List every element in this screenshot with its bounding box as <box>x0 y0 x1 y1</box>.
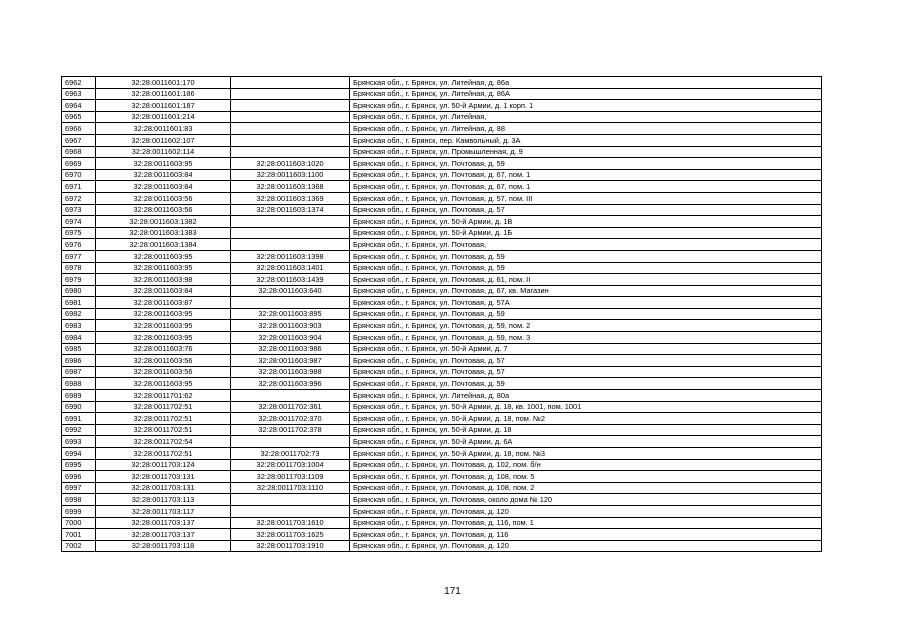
sub-cadastral-number-cell: 32:28:0011603:1401 <box>231 262 350 274</box>
cadastral-number-cell: 32:28:0011603:95 <box>96 378 231 390</box>
address-cell: Брянская обл., г. Брянск, ул. Почтовая, д. 57 <box>350 355 822 367</box>
cadastral-number-cell: 32:28:0011702:51 <box>96 448 231 460</box>
table-row <box>62 459 822 471</box>
cadastral-number-cell: 32:28:0011703:131 <box>96 471 231 483</box>
cadastral-number-cell: 32:28:0011603:95 <box>96 308 231 320</box>
cadastral-number-cell: 32:28:0011603:56 <box>96 366 231 378</box>
table-row <box>62 297 822 309</box>
address-cell: Брянская обл., г. Брянск, ул. Почтовая, д. 59, пом. 2 <box>350 320 822 332</box>
address-cell: Брянская обл., г. Брянск, ул. Почтовая, д. 57А <box>350 297 822 309</box>
cadastral-number-cell: 32:28:0011602:114 <box>96 146 231 158</box>
address-cell: Брянская обл., г. Брянск, ул. Почтовая, д. 67, пом. 1 <box>350 181 822 193</box>
cadastral-number-cell: 32:28:0011603:87 <box>96 297 231 309</box>
sub-cadastral-number-cell: 32:28:0011703:1110 <box>231 482 350 494</box>
sub-cadastral-number-cell <box>231 134 350 146</box>
registry-table-body <box>62 77 822 552</box>
cadastral-number-cell: 32:28:0011703:117 <box>96 505 231 517</box>
cadastral-number-cell: 32:28:0011603:56 <box>96 204 231 216</box>
table-row <box>62 285 822 297</box>
row-number-cell: 6982 <box>62 308 96 320</box>
sub-cadastral-number-cell: 32:28:0011603:904 <box>231 332 350 344</box>
address-cell: Брянская обл., г. Брянск, ул. Почтовая, около дома № 120 <box>350 494 822 506</box>
sub-cadastral-number-cell: 32:28:0011702:361 <box>231 401 350 413</box>
cadastral-number-cell: 32:28:0011703:118 <box>96 540 231 552</box>
address-cell: Брянская обл., г. Брянск, ул. 50-й Армии, д. 7 <box>350 343 822 355</box>
sub-cadastral-number-cell <box>231 88 350 100</box>
sub-cadastral-number-cell <box>231 100 350 112</box>
table-row <box>62 413 822 425</box>
sub-cadastral-number-cell: 32:28:0011603:996 <box>231 378 350 390</box>
registry-table <box>61 76 822 552</box>
sub-cadastral-number-cell <box>231 227 350 239</box>
row-number-cell: 6998 <box>62 494 96 506</box>
table-row <box>62 88 822 100</box>
cadastral-number-cell: 32:28:0011603:95 <box>96 320 231 332</box>
address-cell: Брянская обл., г. Брянск, ул. Почтовая, д. 120 <box>350 540 822 552</box>
cadastral-number-cell: 32:28:0011602:107 <box>96 134 231 146</box>
sub-cadastral-number-cell: 32:28:0011603:1020 <box>231 158 350 170</box>
sub-cadastral-number-cell: 32:28:0011603:1368 <box>231 181 350 193</box>
address-cell: Брянская обл., г. Брянск, ул. 50-й Армии, д. 18 <box>350 424 822 436</box>
cadastral-number-cell: 32:28:0011701:62 <box>96 390 231 402</box>
cadastral-number-cell: 32:28:0011603:56 <box>96 192 231 204</box>
sub-cadastral-number-cell: 32:28:0011603:903 <box>231 320 350 332</box>
cadastral-number-cell: 32:28:0011601:187 <box>96 100 231 112</box>
sub-cadastral-number-cell: 32:28:0011702:370 <box>231 413 350 425</box>
row-number-cell: 6976 <box>62 239 96 251</box>
table-row <box>62 505 822 517</box>
row-number-cell: 6966 <box>62 123 96 135</box>
row-number-cell: 7001 <box>62 529 96 541</box>
table-row <box>62 390 822 402</box>
sub-cadastral-number-cell <box>231 111 350 123</box>
address-cell: Брянская обл., г. Брянск, ул. Почтовая, д. 102, пом. б/н <box>350 459 822 471</box>
row-number-cell: 6985 <box>62 343 96 355</box>
cadastral-number-cell: 32:28:0011603:1382 <box>96 216 231 228</box>
address-cell: Брянская обл., г. Брянск, ул. 50-й Армии, д. 18, пом. №2 <box>350 413 822 425</box>
cadastral-number-cell: 32:28:0011702:51 <box>96 424 231 436</box>
sub-cadastral-number-cell: 32:28:0011603:1439 <box>231 274 350 286</box>
row-number-cell: 6971 <box>62 181 96 193</box>
row-number-cell: 6978 <box>62 262 96 274</box>
row-number-cell: 6981 <box>62 297 96 309</box>
address-cell: Брянская обл., г. Брянск, ул. Почтовая, <box>350 239 822 251</box>
address-cell: Брянская обл., г. Брянск, ул. Почтовая, д. 57, пом. III <box>350 192 822 204</box>
row-number-cell: 6974 <box>62 216 96 228</box>
row-number-cell: 6980 <box>62 285 96 297</box>
table-row <box>62 529 822 541</box>
table-row <box>62 448 822 460</box>
row-number-cell: 6983 <box>62 320 96 332</box>
cadastral-number-cell: 32:28:0011601:186 <box>96 88 231 100</box>
address-cell: Брянская обл., г. Брянск, ул. Почтовая, д. 57 <box>350 366 822 378</box>
cadastral-number-cell: 32:28:0011703:137 <box>96 517 231 529</box>
sub-cadastral-number-cell <box>231 123 350 135</box>
cadastral-number-cell: 32:28:0011702:54 <box>96 436 231 448</box>
row-number-cell: 6993 <box>62 436 96 448</box>
cadastral-number-cell: 32:28:0011603:56 <box>96 355 231 367</box>
sub-cadastral-number-cell <box>231 297 350 309</box>
address-cell: Брянская обл., г. Брянск, ул. Литейная, д. 86А <box>350 88 822 100</box>
sub-cadastral-number-cell: 32:28:0011603:1369 <box>231 192 350 204</box>
table-row <box>62 204 822 216</box>
table-row <box>62 100 822 112</box>
sub-cadastral-number-cell: 32:28:0011702:73 <box>231 448 350 460</box>
address-cell: Брянская обл., г. Брянск, ул. 50-й Армии, д. 18, пом. №3 <box>350 448 822 460</box>
table-row <box>62 355 822 367</box>
row-number-cell: 6963 <box>62 88 96 100</box>
table-row <box>62 77 822 89</box>
address-cell: Брянская обл., г. Брянск, ул. Литейная, д. 88 <box>350 123 822 135</box>
row-number-cell: 6997 <box>62 482 96 494</box>
cadastral-number-cell: 32:28:0011603:95 <box>96 158 231 170</box>
row-number-cell: 6986 <box>62 355 96 367</box>
sub-cadastral-number-cell <box>231 494 350 506</box>
address-cell: Брянская обл., г. Брянск, ул. Почтовая, д. 61, пом. II <box>350 274 822 286</box>
address-cell: Брянская обл., г. Брянск, ул. Почтовая, д. 59 <box>350 378 822 390</box>
cadastral-number-cell: 32:28:0011603:84 <box>96 169 231 181</box>
table-row <box>62 158 822 170</box>
table-row <box>62 540 822 552</box>
table-row <box>62 401 822 413</box>
sub-cadastral-number-cell: 32:28:0011603:986 <box>231 343 350 355</box>
address-cell: Брянская обл., г. Брянск, ул. Литейная, д. 80а <box>350 390 822 402</box>
cadastral-number-cell: 32:28:0011603:95 <box>96 332 231 344</box>
row-number-cell: 6972 <box>62 192 96 204</box>
cadastral-number-cell: 32:28:0011603:95 <box>96 262 231 274</box>
cadastral-number-cell: 32:28:0011703:124 <box>96 459 231 471</box>
sub-cadastral-number-cell: 32:28:0011603:895 <box>231 308 350 320</box>
cadastral-number-cell: 32:28:0011603:1383 <box>96 227 231 239</box>
table-row <box>62 494 822 506</box>
address-cell: Брянская обл., г. Брянск, ул. Почтовая, д. 59 <box>350 262 822 274</box>
address-cell: Брянская обл., г. Брянск, ул. Почтовая, д. 59, пом. 3 <box>350 332 822 344</box>
cadastral-number-cell: 32:28:0011703:113 <box>96 494 231 506</box>
table-row <box>62 111 822 123</box>
table-row <box>62 471 822 483</box>
row-number-cell: 6967 <box>62 134 96 146</box>
address-cell: Брянская обл., г. Брянск, ул. 50-й Армии, д. 18, кв. 1001, пом. 1001 <box>350 401 822 413</box>
sub-cadastral-number-cell: 32:28:0011603:1374 <box>231 204 350 216</box>
cadastral-number-cell: 32:28:0011603:84 <box>96 181 231 193</box>
sub-cadastral-number-cell: 32:28:0011703:1610 <box>231 517 350 529</box>
sub-cadastral-number-cell <box>231 505 350 517</box>
row-number-cell: 6975 <box>62 227 96 239</box>
cadastral-number-cell: 32:28:0011603:84 <box>96 285 231 297</box>
row-number-cell: 6962 <box>62 77 96 89</box>
table-row <box>62 378 822 390</box>
row-number-cell: 6999 <box>62 505 96 517</box>
address-cell: Брянская обл., г. Брянск, ул. Почтовая, д. 120 <box>350 505 822 517</box>
cadastral-number-cell: 32:28:0011601:170 <box>96 77 231 89</box>
row-number-cell: 6964 <box>62 100 96 112</box>
address-cell: Брянская обл., г. Брянск, ул. Почтовая, д. 116, пом. 1 <box>350 517 822 529</box>
sub-cadastral-number-cell: 32:28:0011603:640 <box>231 285 350 297</box>
address-cell: Брянская обл., г. Брянск, ул. Почтовая, д. 57 <box>350 204 822 216</box>
cadastral-number-cell: 32:28:0011703:137 <box>96 529 231 541</box>
table-row <box>62 146 822 158</box>
row-number-cell: 6987 <box>62 366 96 378</box>
row-number-cell: 6988 <box>62 378 96 390</box>
row-number-cell: 7002 <box>62 540 96 552</box>
table-row <box>62 343 822 355</box>
address-cell: Брянская обл., г. Брянск, ул. 50-й Армии, д. 1 корп. 1 <box>350 100 822 112</box>
page-number: 171 <box>444 586 461 597</box>
sub-cadastral-number-cell: 32:28:0011603:987 <box>231 355 350 367</box>
cadastral-number-cell: 32:28:0011601:214 <box>96 111 231 123</box>
table-row <box>62 123 822 135</box>
address-cell: Брянская обл., г. Брянск, ул. Почтовая, д. 67, пом. 1 <box>350 169 822 181</box>
table-row <box>62 332 822 344</box>
table-row <box>62 134 822 146</box>
table-row <box>62 250 822 262</box>
sub-cadastral-number-cell <box>231 390 350 402</box>
table-row <box>62 482 822 494</box>
address-cell: Брянская обл., г. Брянск, ул. Почтовая, д. 59 <box>350 158 822 170</box>
row-number-cell: 6970 <box>62 169 96 181</box>
sub-cadastral-number-cell: 32:28:0011603:988 <box>231 366 350 378</box>
address-cell: Брянская обл., г. Брянск, ул. 50-й Армии, д. 1Б <box>350 227 822 239</box>
table-row <box>62 192 822 204</box>
address-cell: Брянская обл., г. Брянск, ул. Почтовая, д. 59 <box>350 250 822 262</box>
row-number-cell: 6992 <box>62 424 96 436</box>
row-number-cell: 6991 <box>62 413 96 425</box>
table-row <box>62 239 822 251</box>
sub-cadastral-number-cell: 32:28:0011703:1625 <box>231 529 350 541</box>
sub-cadastral-number-cell: 32:28:0011703:1004 <box>231 459 350 471</box>
table-row <box>62 424 822 436</box>
sub-cadastral-number-cell: 32:28:0011703:1910 <box>231 540 350 552</box>
sub-cadastral-number-cell: 32:28:0011603:1398 <box>231 250 350 262</box>
row-number-cell: 6969 <box>62 158 96 170</box>
table-row <box>62 308 822 320</box>
row-number-cell: 6979 <box>62 274 96 286</box>
sub-cadastral-number-cell: 32:28:0011702:378 <box>231 424 350 436</box>
row-number-cell: 6989 <box>62 390 96 402</box>
table-row <box>62 181 822 193</box>
sub-cadastral-number-cell <box>231 239 350 251</box>
address-cell: Брянская обл., г. Брянск, ул. Почтовая, д. 108, пом. 5 <box>350 471 822 483</box>
address-cell: Брянская обл., г. Брянск, ул. Почтовая, д. 108, пом. 2 <box>350 482 822 494</box>
table-row <box>62 436 822 448</box>
row-number-cell: 6965 <box>62 111 96 123</box>
table-row <box>62 517 822 529</box>
table-row <box>62 274 822 286</box>
row-number-cell: 6973 <box>62 204 96 216</box>
cadastral-number-cell: 32:28:0011603:1384 <box>96 239 231 251</box>
table-row <box>62 320 822 332</box>
cadastral-number-cell: 32:28:0011702:51 <box>96 413 231 425</box>
table-row <box>62 216 822 228</box>
row-number-cell: 6996 <box>62 471 96 483</box>
sub-cadastral-number-cell: 32:28:0011603:1100 <box>231 169 350 181</box>
row-number-cell: 6995 <box>62 459 96 471</box>
sub-cadastral-number-cell <box>231 146 350 158</box>
cadastral-number-cell: 32:28:0011603:95 <box>96 250 231 262</box>
table-row <box>62 262 822 274</box>
sub-cadastral-number-cell <box>231 216 350 228</box>
cadastral-number-cell: 32:28:0011603:76 <box>96 343 231 355</box>
sub-cadastral-number-cell: 32:28:0011703:1109 <box>231 471 350 483</box>
cadastral-number-cell: 32:28:0011601:83 <box>96 123 231 135</box>
address-cell: Брянская обл., г. Брянск, ул. Почтовая, д. 59 <box>350 308 822 320</box>
row-number-cell: 6990 <box>62 401 96 413</box>
row-number-cell: 6984 <box>62 332 96 344</box>
sub-cadastral-number-cell <box>231 436 350 448</box>
address-cell: Брянская обл., г. Брянск, ул. Промышленная, д. 9 <box>350 146 822 158</box>
cadastral-number-cell: 32:28:0011703:131 <box>96 482 231 494</box>
address-cell: Брянская обл., г. Брянск, ул. 50-й Армии, д. 1В <box>350 216 822 228</box>
row-number-cell: 6994 <box>62 448 96 460</box>
row-number-cell: 7000 <box>62 517 96 529</box>
address-cell: Брянская обл., г. Брянск, пер. Камвольный, д. 3А <box>350 134 822 146</box>
address-cell: Брянская обл., г. Брянск, ул. Почтовая, д. 116 <box>350 529 822 541</box>
table-row <box>62 366 822 378</box>
sub-cadastral-number-cell <box>231 77 350 89</box>
table-row <box>62 227 822 239</box>
cadastral-number-cell: 32:28:0011702:51 <box>96 401 231 413</box>
cadastral-number-cell: 32:28:0011603:98 <box>96 274 231 286</box>
address-cell: Брянская обл., г. Брянск, ул. Литейная, <box>350 111 822 123</box>
address-cell: Брянская обл., г. Брянск, ул. Почтовая, д. 67, кв. Магазин <box>350 285 822 297</box>
address-cell: Брянская обл., г. Брянск, ул. Литейная, д. 86а <box>350 77 822 89</box>
row-number-cell: 6968 <box>62 146 96 158</box>
row-number-cell: 6977 <box>62 250 96 262</box>
table-row <box>62 169 822 181</box>
address-cell: Брянская обл., г. Брянск, ул. 50-й Армии, д. 6А <box>350 436 822 448</box>
